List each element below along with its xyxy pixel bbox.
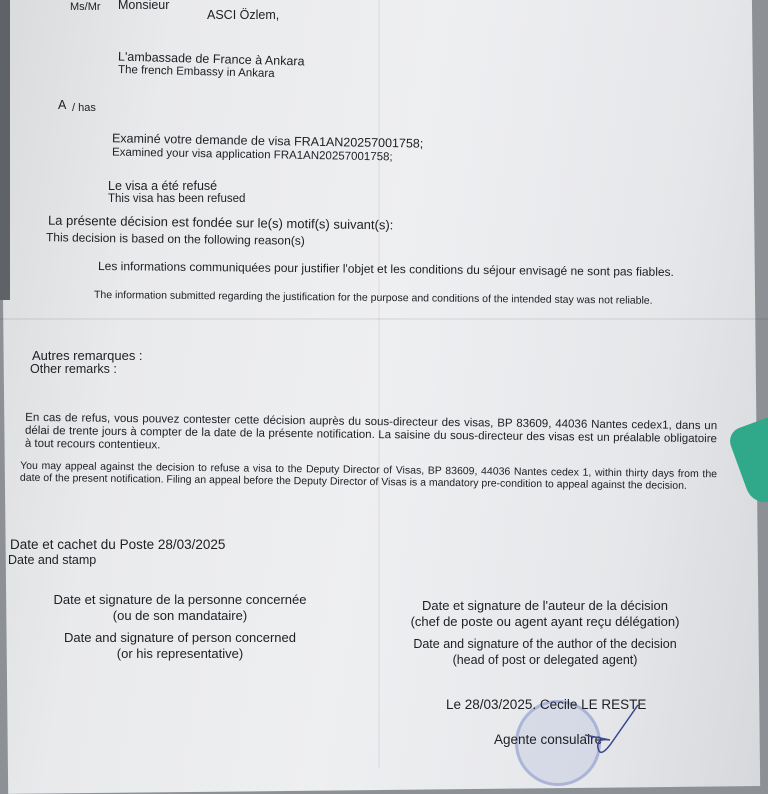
appeal-en: You may appeal against the decision to refuse a visa to the Deputy Director of Visas, BP 83609, 44036 Nantes cedex 1, within thirty days from the date of the present notification. Filing an appeal before the Deputy Director of Visas is a mandatory pre-condition to appeal against the decision. — [19, 459, 718, 492]
sig-person-en2: (or his representative) — [116, 646, 244, 661]
sig-author-en2: (head of post or delegated agent) — [452, 653, 638, 667]
fold-line — [0, 318, 768, 320]
date-stamp-fr: Date et cachet du Poste 28/03/2025 — [10, 537, 226, 552]
to-fr: A — [58, 98, 67, 112]
remarks-fr: Autres remarques : — [32, 348, 143, 363]
fold-line — [378, 0, 380, 768]
sig-person-fr2: (ou de son mandataire) — [112, 608, 248, 623]
title-prefix: Monsieur — [118, 0, 170, 12]
result-en: This visa has been refused — [108, 193, 246, 205]
signer-role: Agente consulaire — [494, 732, 603, 747]
reason-fr: Les informations communiquées pour justifier l'objet et les conditions du séjour envisagé ne sont pas fiables. — [97, 258, 675, 279]
to-en: / has — [72, 102, 96, 114]
sig-author-en1: Date and signature of the author of the decision — [413, 637, 677, 651]
signature-author-block — [395, 598, 695, 668]
remarks-en: Other remarks : — [30, 362, 117, 376]
title-en: Ms/Mr — [70, 1, 101, 13]
result-fr: Le visa a été refusé — [108, 179, 218, 193]
paper-edge — [0, 0, 10, 300]
reason-en: The information submitted regarding the justification for the purpose and conditions of the intended stay was not reliable. — [93, 288, 653, 307]
signature-person-block — [40, 592, 320, 662]
issuer-fr: L'ambassade de France à Ankara — [117, 49, 305, 69]
recipient-name: ASCI Özlem, — [207, 8, 280, 22]
appeal-fr: En cas de refus, vous pouvez contester cette décision auprès du sous-directeur des visas, BP 83609, 44036 Nantes cedex1, dans un délai de trente jours à compter de la date de la présente notification. La saisine du sous-directeur des visas est un préalable obligatoire à tout recours contentieux. — [24, 411, 718, 452]
basis-fr: La présente décision est fondée sur le(s) motif(s) suivant(s): — [47, 212, 394, 233]
basis-en: This decision is based on the following reason(s) — [45, 230, 305, 248]
exam-en: Examined your visa application FRA1AN20257001758; — [111, 146, 393, 164]
date-stamp-en: Date and stamp — [8, 553, 97, 567]
sig-person-fr1: Date et signature de la personne concernée — [53, 592, 307, 607]
sig-author-fr1: Date et signature de l'auteur de la décision — [421, 598, 669, 613]
issuer-en: The french Embassy in Ankara — [117, 63, 275, 81]
signer-line: Le 28/03/2025. Cecile LE RESTE — [446, 697, 647, 712]
handwritten-signature — [580, 700, 650, 760]
exam-fr: Examiné votre demande de visa FRA1AN20257001758; — [111, 131, 424, 151]
sig-person-en1: Date and signature of person concerned — [64, 630, 296, 645]
sig-author-fr2: (chef de poste ou agent ayant reçu délégation) — [410, 614, 680, 629]
